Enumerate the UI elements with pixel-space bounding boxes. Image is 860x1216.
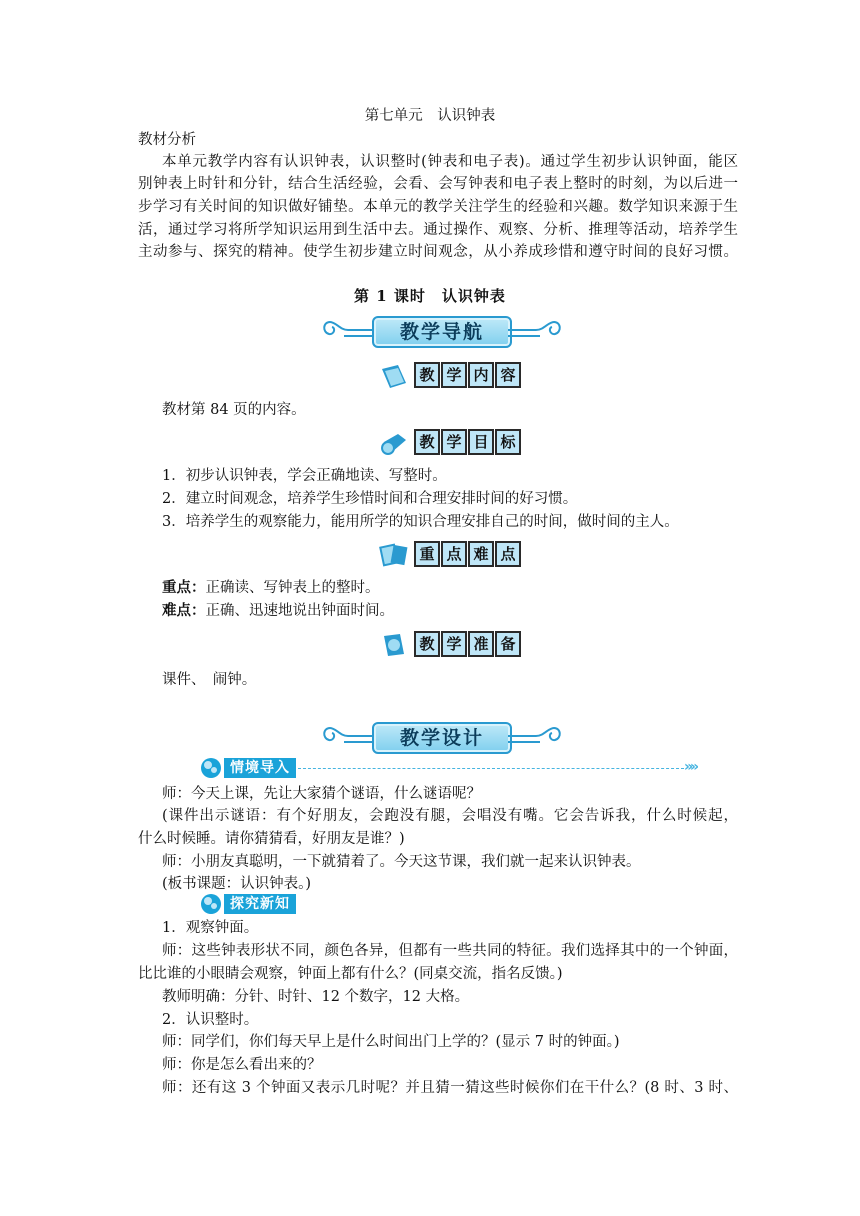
difficulty-text: 正确、迅速地说出钟面时间。 [205,603,394,619]
header-char: 备 [495,631,521,657]
lesson-title: 第 1 课时 认识钟表 [354,287,506,305]
header-char: 学 [441,362,467,388]
keypoints-section-header [378,540,518,570]
intro-line: (板书课题：认识钟表。) [162,876,312,892]
header-char: 准 [468,631,494,657]
intro-line: 师：今天上课，先让大家猜个谜语，什么谜语呢？ [162,786,481,802]
header-char: 点 [441,541,467,567]
goals-section-header [378,428,518,458]
header-char: 教 [414,429,440,455]
goal-item: 3．培养学生的观察能力，能用所学的知识合理安排自己的时间，做时间的主人。 [162,514,679,530]
explore-line: 师：这些钟表形状不同，颜色各异，但都有一些共同的特征。我们选择其中的一个钟面， [162,943,738,959]
target-icon [378,428,410,458]
banner-label: 教学设计 [399,727,484,749]
intro-line: 师：小朋友真聪明，一下就猜着了。今天这节课，我们就一起来认识钟表。 [162,854,641,870]
explore-line: 师：还有这 3 个钟面又表示几时呢？并且猜一猜这些时候你们在干什么？(8 时、3 时、 [162,1080,738,1096]
cards-icon [378,540,410,570]
explore-line: 1．观察钟面。 [162,920,259,936]
header-char: 教 [414,631,440,657]
intro-line: (课件出示谜语：有个好朋友，会跑没有腿，会唱没有嘴。它会告诉我，什么时候起， [162,808,738,824]
explore-line: 师：同学们，你们每天早上是什么时间出门上学的？(显示 7 时的钟面。) [162,1034,620,1050]
explore-line: 比比谁的小眼睛会观察，钟面上都有什么？(同桌交流，指名反馈。) [138,966,563,982]
analysis-line: 别钟表上时针和分针，结合生活经验，会看、会写钟表和电子表上整时的时刻，为以后进一 [138,176,738,192]
prep-section-header [378,630,518,660]
explore-line: 教师明确：分针、时针、12 个数字，12 大格。 [162,989,470,1005]
key-label: 重点： [162,579,206,596]
header-char: 学 [441,631,467,657]
header-char: 难 [468,541,494,567]
flower-icon [198,891,224,917]
key-point [162,578,738,598]
intro-tag [198,757,298,779]
unit-title: 第七单元 认识钟表 [364,108,496,124]
materials-icon [378,630,410,660]
analysis-line: 活，通过学习将所学知识运用到生活中去。通过操作、观察、分析、推理等活动，培养学生 [138,222,738,238]
difficulty-point [162,601,738,621]
right-swirl-icon [506,312,566,348]
explore-line: 2．认识整时。 [162,1012,259,1028]
goal-item: 2．建立时间观念，培养学生珍惜时间和合理安排时间的好习惯。 [162,491,578,507]
teaching-nav-banner [318,312,566,348]
banner-label: 教学导航 [399,321,484,343]
key-text: 正确读、写钟表上的整时。 [205,580,380,596]
left-swirl-icon [318,312,378,348]
analysis-line: 主动参与、探究的精神。使学生初步建立时间观念，从小养成珍惜和遵守时间的良好习惯。 [138,244,738,260]
intro-line: 什么时候睡。请你猜猜看，好朋友是谁？) [138,831,405,847]
difficulty-label: 难点： [162,602,206,619]
flower-icon [198,755,224,781]
header-char: 教 [414,362,440,388]
teaching-design-banner [318,718,566,754]
content-text: 教材第 84 页的内容。 [162,402,306,418]
header-char: 目 [468,429,494,455]
analysis-line: 步学习有关时间的知识做好铺垫。本单元的教学关注学生的经验和兴趣。数学知识来源于生 [138,199,738,215]
right-swirl-icon [506,718,566,754]
prep-text: 课件、 闹钟。 [162,672,257,688]
section-divider [298,768,684,769]
left-swirl-icon [318,718,378,754]
analysis-line: 本单元教学内容有认识钟表，认识整时(钟表和电子表)。通过学生初步认识钟面，能区 [162,154,738,170]
content-section-header [378,361,518,391]
header-char: 容 [495,362,521,388]
header-char: 标 [495,429,521,455]
double-arrow-icon: »» [684,759,697,775]
explore-tag-label: 探究新知 [224,894,296,914]
explore-line: 师：你是怎么看出来的？ [162,1057,322,1073]
header-char: 重 [414,541,440,567]
analysis-heading: 教材分析 [138,132,196,148]
header-char: 学 [441,429,467,455]
header-char: 内 [468,362,494,388]
book-icon [378,361,410,391]
explore-tag [198,893,298,915]
header-char: 点 [495,541,521,567]
intro-tag-label: 情境导入 [224,758,296,778]
goal-item: 1．初步认识钟表，学会正确地读、写整时。 [162,468,447,484]
